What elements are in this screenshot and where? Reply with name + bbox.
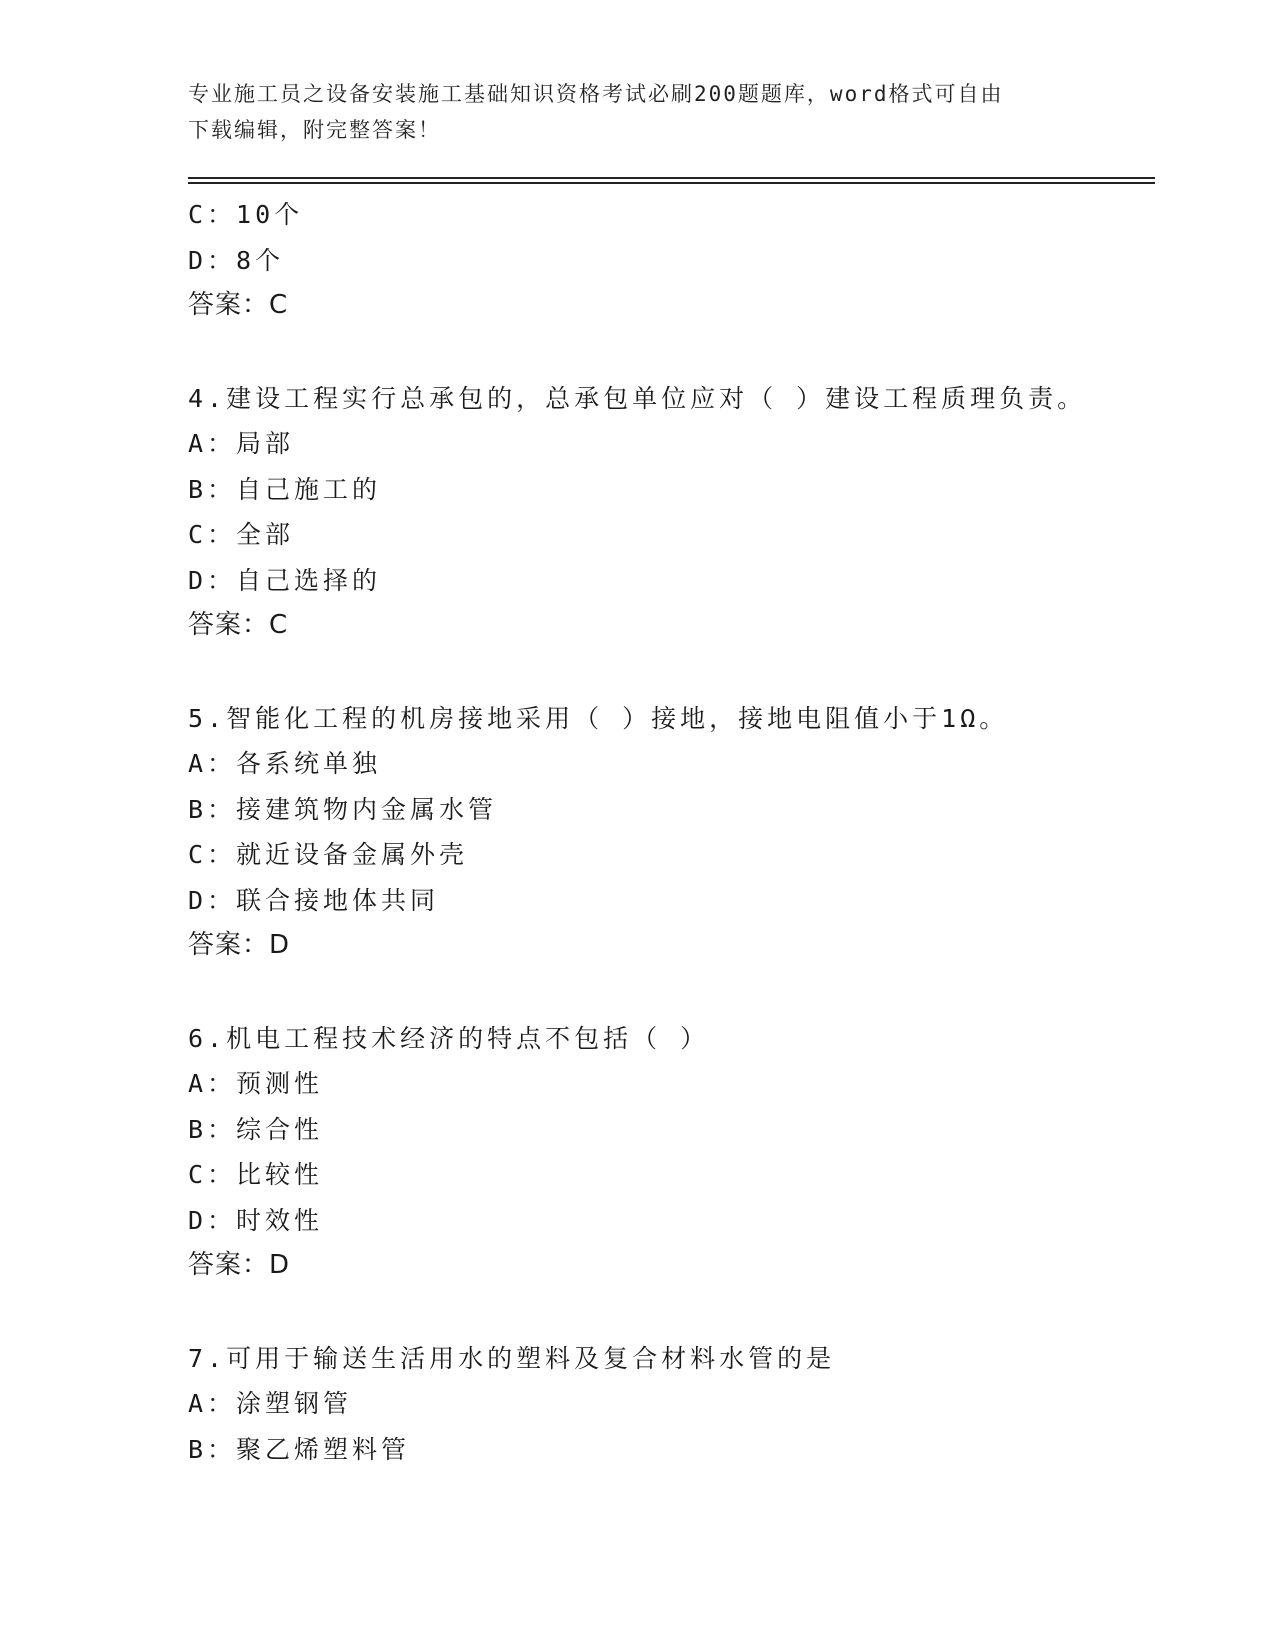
option-b: B：自己施工的 (188, 474, 382, 504)
header-line-2: 下载编辑，附完整答案！ (188, 118, 441, 142)
question-4 (188, 376, 1168, 649)
question-list (188, 192, 1168, 1472)
question-text: 5.智能化工程的机房接地采用（ ）接地，接地电阻值小于1Ω。 (188, 703, 1009, 733)
document-header (188, 76, 1088, 148)
header-rule-top (188, 177, 1155, 179)
question-text: 4.建设工程实行总承包的，总承包单位应对（ ）建设工程质理负责。 (188, 383, 1087, 413)
option-a: A：各系统单独 (188, 749, 382, 778)
header-line-1: 专业施工员之设备安装施工基础知识资格考试必刷200题题库，word格式可自由 (188, 82, 1004, 106)
question-text: 6.机电工程技术经济的特点不包括（ ） (188, 1023, 710, 1053)
question-7 (188, 1336, 1168, 1473)
option-b: B：接建筑物内金属水管 (188, 794, 498, 824)
question-3-tail (188, 192, 1168, 329)
question-6 (188, 1016, 1168, 1289)
option-a: A：涂塑钢管 (188, 1389, 353, 1418)
header-rule-bottom (188, 182, 1155, 184)
option-b: B：聚乙烯塑料管 (188, 1434, 411, 1464)
question-5 (188, 696, 1168, 969)
option-d: D：联合接地体共同 (188, 885, 440, 915)
answer: 答案：C (188, 610, 289, 640)
option-a: A：局部 (188, 429, 295, 458)
answer: 答案：C (188, 290, 289, 320)
option-c: C：就近设备金属外壳 (188, 840, 469, 869)
option-d: D：时效性 (188, 1205, 324, 1235)
option-b: B：综合性 (188, 1114, 324, 1144)
option-c: C：比较性 (188, 1160, 324, 1189)
option-c: C：10个 (188, 200, 304, 229)
option-c: C：全部 (188, 520, 295, 549)
answer: 答案：D (188, 1250, 291, 1280)
option-d: D：8个 (188, 245, 285, 275)
answer: 答案：D (188, 930, 291, 960)
question-text: 7.可用于输送生活用水的塑料及复合材料水管的是 (188, 1343, 836, 1373)
option-d: D：自己选择的 (188, 565, 382, 595)
option-a: A：预测性 (188, 1069, 324, 1098)
